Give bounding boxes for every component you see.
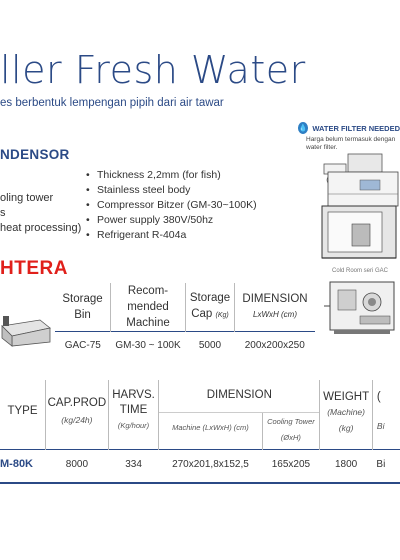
table-bottom-rule bbox=[0, 482, 400, 484]
col-header-weight: WEIGHT (Machine) (kg) bbox=[320, 380, 373, 450]
cold-room-illustration bbox=[322, 276, 400, 338]
page-title: ller Fresh Water bbox=[0, 48, 306, 92]
page-subtitle: es berbentuk lempengan pipih dari air tawar bbox=[0, 97, 224, 109]
col-header-dimension: DIMENSION bbox=[159, 380, 320, 413]
water-filter-note bbox=[298, 122, 400, 152]
cell-cap-prod: 8000 bbox=[46, 450, 109, 479]
cell-extra: Bi bbox=[372, 450, 400, 479]
bullet-item: • Power supply 380V/50hz bbox=[86, 213, 257, 228]
cell-harvs: 334 bbox=[108, 450, 159, 479]
cell-bin: GAC-75 bbox=[55, 332, 111, 359]
feature-line: oling tower bbox=[0, 192, 54, 204]
col-header-harvs-time: HARVS. TIME (Kg/hour) bbox=[108, 380, 159, 450]
cell-type: M-80K bbox=[0, 450, 46, 479]
cold-room-caption: Cold Room seri GAC bbox=[332, 268, 389, 274]
spec-table bbox=[0, 380, 400, 478]
cell-dim-cooling: 165x205 bbox=[262, 450, 320, 479]
bullet-item: • Thickness 2,2mm (for fish) bbox=[86, 168, 257, 183]
water-filter-heading: WATER FILTER NEEDED bbox=[312, 123, 400, 133]
col-header-recommended-machine: Recom- mended Machine bbox=[111, 283, 186, 332]
cell-weight: 1800 bbox=[320, 450, 373, 479]
ice-machine-illustration bbox=[318, 150, 400, 262]
col-header-type: TYPE bbox=[7, 405, 38, 417]
storage-bin-illustration bbox=[0, 312, 52, 348]
col-header-extra: ( Bi bbox=[372, 380, 400, 450]
col-header-dimension: DIMENSION LxWxH (cm) bbox=[235, 283, 316, 332]
water-filter-text: Harga belum termasuk dengan water filter. bbox=[306, 136, 396, 151]
cell-dimension: 200x200x250 bbox=[235, 332, 316, 359]
col-header-cap-prod: CAP.PROD (kg/24h) bbox=[46, 380, 109, 450]
feature-line: s bbox=[0, 207, 6, 219]
col-header-dim-cooling: Cooling Tower (ØxH) bbox=[262, 413, 320, 450]
bullet-item: • Stainless steel body bbox=[86, 183, 257, 198]
water-drop-icon: 💧 bbox=[298, 122, 308, 134]
feature-line: heat processing) bbox=[0, 222, 82, 234]
cell-cap: 5000 bbox=[186, 332, 235, 359]
section-heading: NDENSOR bbox=[0, 147, 70, 162]
brand-logo-text: HTERA bbox=[0, 258, 68, 279]
col-header-storage-cap: Storage Cap (Kg) bbox=[186, 283, 235, 332]
storage-bin-table bbox=[55, 283, 315, 358]
spec-bullet-list bbox=[86, 168, 257, 243]
col-header-storage-bin: Storage Bin bbox=[62, 293, 103, 321]
col-header-dim-machine: Machine (LxWxH) (cm) bbox=[159, 413, 262, 450]
bullet-item: • Refrigerant R-404a bbox=[86, 228, 257, 243]
cell-dim-machine: 270x201,8x152,5 bbox=[159, 450, 262, 479]
cell-machine: GM-30 ~ 100K bbox=[111, 332, 186, 359]
bullet-item: • Compressor Bitzer (GM-30~100K) bbox=[86, 198, 257, 213]
table-row bbox=[0, 450, 400, 479]
table-row bbox=[55, 332, 315, 359]
